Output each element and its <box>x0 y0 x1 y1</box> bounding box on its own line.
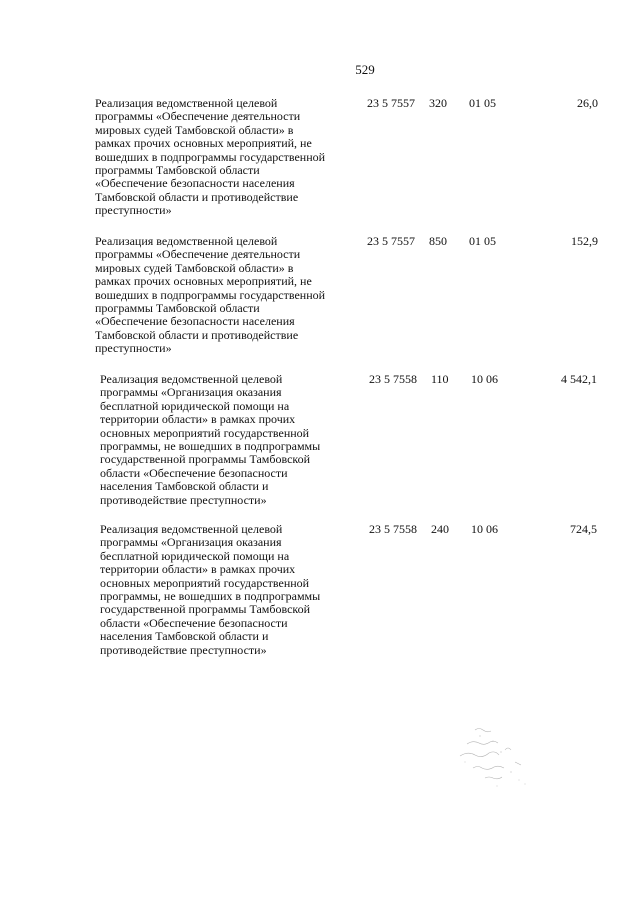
row-section-code: 10 06 <box>471 522 498 536</box>
row-target-code: 23 5 7558 <box>369 522 417 536</box>
table-row <box>95 97 615 232</box>
row-section-code: 10 06 <box>471 372 498 386</box>
table-row <box>100 373 615 518</box>
row-description: Реализация ведомственной целевой программы «Организация оказания бесплатной юридической помощи на территории области» в рамках прочих основных мероприятий государственной программы, не вошедших в подпрограммы государственной программы Тамбовской области «Обеспечение безопасности населения Тамбовской области и противодействие преступности» <box>100 522 321 657</box>
row-expense-type: 320 <box>429 96 447 110</box>
table-row <box>95 235 615 370</box>
row-amount: 724,5 <box>570 522 597 536</box>
row-amount: 152,9 <box>571 234 598 248</box>
signature-scribble <box>445 722 545 792</box>
row-target-code: 23 5 7558 <box>369 372 417 386</box>
row-section-code: 01 05 <box>469 96 496 110</box>
row-description: Реализация ведомственной целевой программы «Организация оказания бесплатной юридической помощи на территории области» в рамках прочих основных мероприятий государственной программы, не вошедших в подпрограммы государственной программы Тамбовской области «Обеспечение безопасности населения Тамбовской области и противодействие преступности» <box>100 372 321 507</box>
row-expense-type: 240 <box>431 522 449 536</box>
row-target-code: 23 5 7557 <box>367 96 415 110</box>
row-target-code: 23 5 7557 <box>367 234 415 248</box>
row-expense-type: 850 <box>429 234 447 248</box>
table-row <box>100 523 615 668</box>
row-amount: 4 542,1 <box>561 372 597 386</box>
row-description: Реализация ведомственной целевой программы «Обеспечение деятельности мировых судей Тамбовской области» в рамках прочих основных мероприятий, не вошедших в подпрограммы государственной программы Тамбовской области «Обеспечение безопасности населения Тамбовской области и противодействие преступности» <box>95 96 326 218</box>
row-section-code: 01 05 <box>469 234 496 248</box>
row-expense-type: 110 <box>431 372 449 386</box>
row-amount: 26,0 <box>577 96 598 110</box>
row-description: Реализация ведомственной целевой программы «Обеспечение деятельности мировых судей Тамбовской области» в рамках прочих основных мероприятий, не вошедших в подпрограммы государственной программы Тамбовской области «Обеспечение безопасности населения Тамбовской области и противодействие преступности» <box>95 234 326 356</box>
page-number: 529 <box>355 62 375 77</box>
